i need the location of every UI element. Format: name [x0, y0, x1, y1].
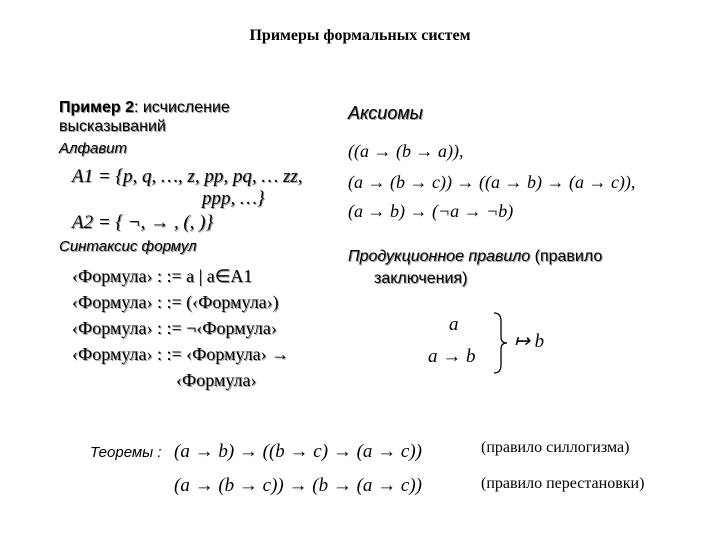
- theorem-1-note: (правило силлогизма): [481, 439, 630, 456]
- production-rule-paren-1: (правило: [530, 248, 603, 265]
- modus-ponens-premise-2: a → b: [428, 346, 476, 367]
- page-title: Примеры формальных систем: [249, 27, 471, 44]
- example-line-2: высказываний: [59, 118, 166, 135]
- syntax-rule-3: ‹Формула› : := ¬‹Формула›: [72, 318, 277, 338]
- syntax-rule-4-continuation: ‹Формула›: [176, 370, 257, 390]
- syntax-rule-1: ‹Формула› : := a | a∈A1: [72, 266, 253, 286]
- theorem-2-note: (правило перестановки): [481, 475, 645, 492]
- production-rule-heading: Продукционное правило: [348, 248, 531, 265]
- axiom-3: (a → b) → (¬a → ¬b): [348, 201, 514, 221]
- example-rest: : исчисление: [133, 99, 230, 116]
- alphabet-a1-line-1: A1 = {p, q, …, z, pp, pq, … zz,: [72, 166, 303, 187]
- syntax-rule-4: ‹Формула› : := ‹Формула› →: [72, 344, 290, 364]
- right-brace-icon: [492, 311, 510, 375]
- axiom-1: ((a → (b → a)),: [348, 141, 464, 161]
- theorem-1-formula: (a → b) → ((b → c) → (a → c)): [174, 441, 422, 462]
- axioms-heading: Аксиомы: [348, 103, 423, 123]
- example-label: Пример 2: [59, 99, 134, 116]
- syntax-heading: Синтаксис формул: [59, 238, 197, 255]
- modus-ponens-conclusion: ↦ b: [514, 331, 545, 352]
- modus-ponens-premise-1: a: [449, 314, 459, 335]
- production-rule-paren-2: заключения): [374, 270, 468, 287]
- syntax-rule-2: ‹Формула› : := (‹Формула›): [72, 292, 279, 312]
- alphabet-a1-line-2: ppp, …}: [202, 188, 265, 209]
- alphabet-a2-line: A2 = { ¬, → , (, )}: [72, 212, 214, 233]
- example-heading: [59, 99, 230, 117]
- theorems-label: Теоремы :: [90, 444, 162, 461]
- theorem-2-formula: (a → (b → c)) → (b → (a → c)): [174, 475, 422, 496]
- axiom-2: (a → (b → c)) → ((a → b) → (a → c)),: [348, 172, 636, 192]
- alphabet-heading: Алфавит: [59, 140, 128, 157]
- production-rule-line-1: [348, 248, 602, 266]
